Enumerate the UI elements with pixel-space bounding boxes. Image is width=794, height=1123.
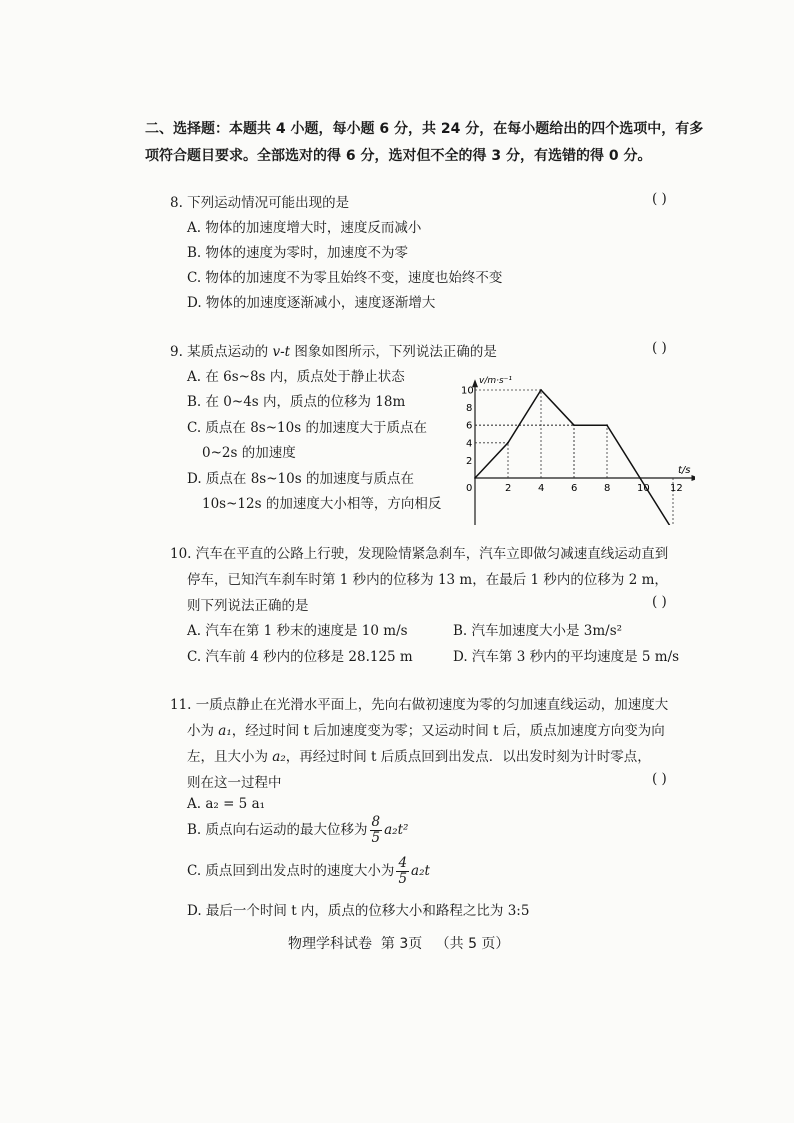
data-point-2 [540, 389, 542, 391]
section-heading-line2: 项符合题目要求。全部选对的得 6 分，选对但不全的得 3 分，有选错的得 0 分。 [145, 148, 652, 164]
q11-stem-line3 [187, 745, 651, 765]
y-axis-label: v/m·s⁻¹ [479, 376, 513, 387]
q9-stem [170, 340, 497, 360]
section-heading-line1: 二、选择题：本题共 4 小题，每小题 6 分，共 24 分，在每小题给出的四个选项中，有多 [145, 121, 704, 137]
q11-stem-line2 [187, 719, 665, 739]
q11-stem-line1: 11. 一质点静止在光滑水平面上，先向右做初速度为零的匀加速直线运动，加速度大 [170, 697, 669, 713]
y-tick-label-10: 10 [461, 385, 474, 397]
y-tick-label-6: 6 [466, 420, 473, 432]
q11-option-a: A. a₂ = 5 a₁ [187, 796, 266, 812]
q11-option-c-num: 4 [398, 855, 408, 871]
q11-stem-line4: 则在这一过程中 [187, 775, 282, 791]
q10-stem-line2: 停车，已知汽车刹车时第 1 秒内的位移为 13 m，在最后 1 秒内的位移为 2 m， [187, 572, 668, 588]
q9-stem-post: 图象如图所示，下列说法正确的是 [290, 344, 497, 360]
y-tick-label-8: 8 [466, 403, 473, 415]
q11-option-c-den: 5 [398, 871, 408, 887]
q8-option-d: D. 物体的加速度逐渐减小，速度逐渐增大 [187, 295, 436, 311]
q11-option-c [187, 856, 430, 887]
q11-stem-line2-a: 小为 [187, 723, 219, 739]
q11-stem-line3-a: 左，且大小为 [187, 749, 273, 765]
q11-option-d: D. 最后一个时间 t 内，质点的位移大小和路程之比为 3:5 [187, 903, 530, 919]
data-point-5 [639, 477, 641, 479]
x-tick-label-12: 12 [670, 483, 683, 494]
q11-option-b-den: 5 [371, 830, 381, 846]
q11-stem-line2-b: ，经过时间 t 后加速度变为零；又运动时间 t 后，质点加速度方向变为向 [231, 723, 665, 739]
q10-option-c: C. 汽车前 4 秒内的位移是 28.125 m [187, 649, 413, 665]
x-tick-label-2: 2 [505, 483, 512, 494]
y-tick-label-4: 4 [466, 438, 473, 450]
x-tick-label-10: 10 [637, 483, 650, 494]
q8-option-a: A. 物体的加速度增大时，速度反而减小 [187, 220, 422, 236]
data-point-0 [474, 477, 476, 479]
q9-option-d: D. 质点在 8s~10s 的加速度与质点在 [187, 471, 414, 487]
footer-page-total: （共 5 页） [435, 936, 510, 952]
q11-option-c-text: C. 质点回到出发点时的速度大小为 [187, 863, 395, 879]
q11-option-b-text: B. 质点向右运动的最大位移为 [187, 822, 368, 838]
q11-option-b-tail: a₂t² [384, 822, 409, 838]
q10-option-d: D. 汽车第 3 秒内的平均速度是 5 m/s [453, 649, 680, 665]
data-point-1 [507, 442, 509, 444]
x-tick-label-6: 6 [571, 483, 578, 494]
x-tick-label-0: 0 [466, 483, 473, 494]
q10-stem-line3: 则下列说法正确的是 [187, 598, 309, 614]
footer-page-number: 第 3页 [380, 936, 423, 952]
q8-option-c: C. 物体的加速度不为零且始终不变，速度也始终不变 [187, 270, 503, 286]
data-point-3 [573, 424, 575, 426]
q8-stem: 8. 下列运动情况可能出现的是 [170, 195, 350, 211]
footer-subject: 物理学科试卷 [288, 936, 372, 952]
x-tick-label-8: 8 [604, 483, 611, 494]
x-axis-label: t/s [678, 465, 691, 476]
q9-option-c-cont: 0~2s 的加速度 [202, 445, 296, 461]
q11-var-a2: a₂ [272, 749, 286, 765]
q9-option-a: A. 在 6s~8s 内，质点处于静止状态 [187, 369, 405, 385]
q11-var-a1: a₁ [218, 723, 232, 739]
page-footer [288, 933, 509, 953]
x-axis-arrow [692, 475, 696, 481]
q11-option-b-fraction [370, 815, 383, 846]
q11-answer-bracket: ( ) [652, 771, 667, 787]
q9-option-d-cont: 10s~12s 的加速度大小相等，方向相反 [202, 496, 442, 512]
q9-stem-var: v-t [272, 344, 291, 360]
q11-option-c-tail: a₂t [411, 863, 430, 879]
q10-option-b: B. 汽车加速度大小是 3m/s² [453, 623, 623, 639]
q11-option-c-fraction [396, 856, 409, 887]
q8-answer-bracket: ( ) [652, 191, 667, 207]
x-tick-label-4: 4 [538, 483, 545, 494]
q9-option-c: C. 质点在 8s~10s 的加速度大于质点在 [187, 420, 427, 436]
vt-graph [455, 365, 695, 525]
q9-stem-pre: 9. 某质点运动的 [170, 344, 273, 360]
q10-option-a: A. 汽车在第 1 秒末的速度是 10 m/s [187, 623, 408, 639]
q10-stem-line1: 10. 汽车在平直的公路上行驶，发现险情紧急刹车，汽车立即做匀减速直线运动直到 [170, 546, 669, 562]
q8-option-b: B. 物体的速度为零时，加速度不为零 [187, 245, 409, 261]
q9-option-b: B. 在 0~4s 内，质点的位移为 18m [187, 394, 406, 410]
q10-answer-bracket: ( ) [652, 594, 667, 610]
q11-option-b-num: 8 [371, 814, 381, 830]
q11-option-b [187, 815, 408, 846]
y-tick-label-2: 2 [466, 455, 473, 467]
data-point-4 [606, 424, 608, 426]
q11-stem-line3-b: ，再经过时间 t 后质点回到出发点．以出发时刻为计时零点， [285, 749, 651, 765]
q9-answer-bracket: ( ) [652, 340, 667, 356]
